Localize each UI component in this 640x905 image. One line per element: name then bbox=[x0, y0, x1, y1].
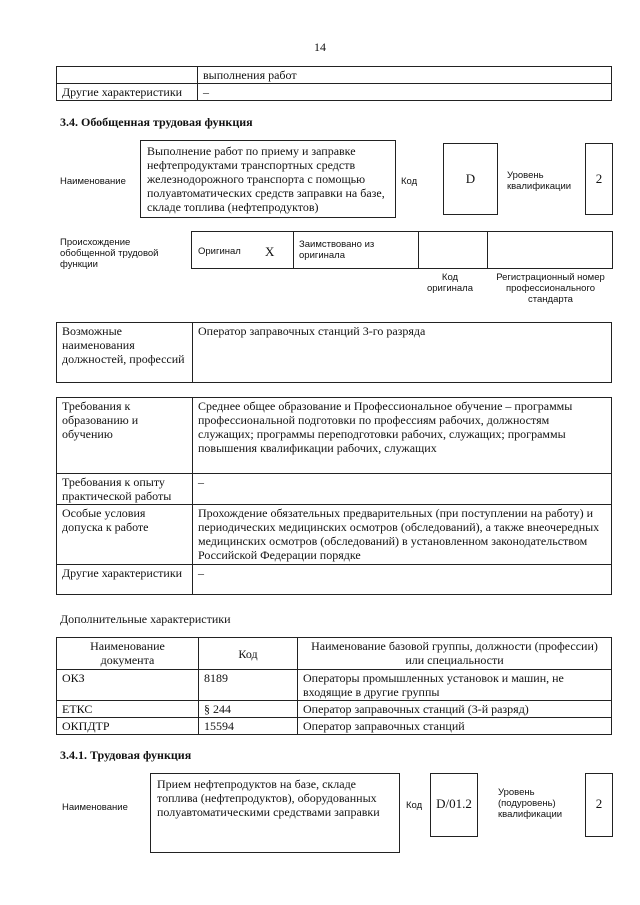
additional-row-name: Операторы промышленных установок и машин, не входящие в другие группы bbox=[298, 670, 612, 701]
additional-row-doc: ЕТКС bbox=[57, 701, 199, 718]
name-value: Выполнение работ по приему и заправке нефтепродуктами транспортных средств железнодорожного транспорта с помощью полуавтоматических средств заправки на базе, складе топлива (нефтепродуктов) bbox=[140, 140, 396, 218]
additional-header-name: Наименование базовой группы, должности (профессии) или специальности bbox=[298, 638, 612, 670]
code-label: Код bbox=[401, 176, 418, 187]
code-value: D bbox=[465, 171, 476, 186]
additional-header-code: Код bbox=[199, 638, 298, 670]
req-education-value: Среднее общее образование и Профессиональное обучение – программы профессиональной подготовки по профессиям рабочих, должностям служащих; программы переподготовки рабочих, служащих; программы повышения квалификации рабочих, служащих bbox=[193, 398, 612, 474]
top-row2-label: Другие характеристики bbox=[57, 84, 198, 101]
positions-table bbox=[56, 322, 612, 383]
name-label: Наименование bbox=[60, 176, 126, 187]
top-row1-value: выполнения работ bbox=[198, 67, 612, 84]
additional-table bbox=[56, 637, 612, 735]
origin-mark: X bbox=[265, 244, 275, 259]
level-value: 2 bbox=[595, 171, 603, 186]
additional-heading: Дополнительные характеристики bbox=[60, 612, 231, 626]
section-341-heading: 3.4.1. Трудовая функция bbox=[60, 748, 192, 762]
req-experience-label: Требования к опыту практической работы bbox=[57, 474, 193, 505]
req-other-value: – bbox=[193, 565, 612, 595]
additional-row-code: § 244 bbox=[199, 701, 298, 718]
level-label: Уровень квалификации bbox=[507, 170, 572, 192]
tf-level-value: 2 bbox=[595, 796, 603, 811]
req-conditions-value: Прохождение обязательных предварительных (при поступлении на работу) и периодических медицинских осмотров (обследований), а также внеочередных медицинских осмотров (обследований) в установленном законодательством Российской Федерации порядке bbox=[193, 505, 612, 565]
origin-original: Оригинал bbox=[198, 246, 241, 257]
reg-number-caption: Регистрационный номер профессионального стандарта bbox=[496, 272, 605, 305]
tf-code-value: D/01.2 bbox=[436, 796, 472, 811]
additional-row-code: 15594 bbox=[199, 718, 298, 735]
req-conditions-label: Особые условия допуска к работе bbox=[57, 505, 193, 565]
req-education-label: Требования к образованию и обучению bbox=[57, 398, 193, 474]
tf-name-value: Прием нефтепродуктов на базе, складе топлива (нефтепродуктов), оборудованных полуавтоматическими средствами заправки bbox=[150, 773, 400, 853]
additional-row-doc: ОКПДТР bbox=[57, 718, 199, 735]
positions-label: Возможные наименования должностей, профессий bbox=[57, 323, 193, 383]
additional-row-doc: ОКЗ bbox=[57, 670, 199, 701]
positions-value: Оператор заправочных станций 3-го разряда bbox=[193, 323, 612, 383]
tf-name-label: Наименование bbox=[62, 802, 128, 813]
section-34-heading: 3.4. Обобщенная трудовая функция bbox=[60, 115, 253, 129]
tf-code-label: Код bbox=[406, 800, 423, 811]
origin-label: Происхождение обобщенной трудовой функции bbox=[60, 237, 159, 270]
req-other-label: Другие характеристики bbox=[57, 565, 193, 595]
code-original-caption: Код оригинала bbox=[426, 272, 473, 294]
additional-row-code: 8189 bbox=[199, 670, 298, 701]
top-table bbox=[56, 66, 612, 101]
origin-borrowed: Заимствовано из оригинала bbox=[299, 239, 375, 261]
additional-row-name: Оператор заправочных станций bbox=[298, 718, 612, 735]
page-number: 14 bbox=[314, 40, 326, 54]
requirements-table bbox=[56, 397, 612, 595]
tf-level-label: Уровень (подуровень) квалификации bbox=[498, 787, 563, 820]
additional-header-doc: Наименование документа bbox=[57, 638, 199, 670]
req-experience-value: – bbox=[193, 474, 612, 505]
top-row2-value: – bbox=[198, 84, 612, 101]
additional-row-name: Оператор заправочных станций (3-й разряд) bbox=[298, 701, 612, 718]
